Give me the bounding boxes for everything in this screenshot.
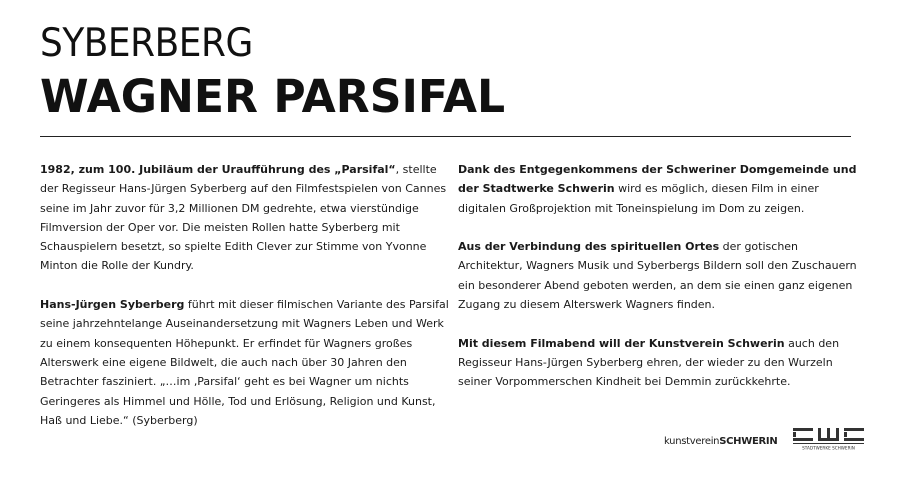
paragraph-text: , stellte der Regisseur Hans-Jürgen Syberberg auf den Filmfestspielen von Cannes seine im Jahr zuvor für 3,2 Millionen DM gedrehte, etwa vierstündige Filmversion der Oper vor. Die meisten Rollen hatte Syberberg mit Schauspielern besetzt, so spielte Edith Clever zur Stimme von Yvonne Minton die Rolle der Kundry. [40,163,447,273]
paragraph-dank [458,160,858,218]
paragraph-lead: Dank des Entgegenkommens der Schweriner Domgemeinde und der Stadtwerke Schwerin [458,163,857,196]
paragraph-lead: Hans-Jürgen Syberberg [40,298,185,312]
paragraph-jubilaeum [40,160,452,276]
paragraph-text: führt mit dieser filmischen Variante des Parsifal seine jahrzehntelange Auseinandersetzung mit Wagners Leben und Werk zu einem konsequenten Höhepunkt. Er erfindet für Wagners großes Alterswerk eine eigene Bildwelt, die auch nach über 30 Jahren den Betrachter fasziniert. „…im ‚Parsifal‘ geht es bei Wagner um nichts Geringeres als Himmel und Hölle, Tod und Erlösung, Religion und Kunst, Haß und Liebe.“ (Syberberg) [40,298,449,427]
paragraph-verbindung [458,237,858,314]
paragraph-lead: Aus der Verbindung des spirituellen Ortes [458,240,720,254]
divider-line [40,136,851,137]
heading-syberberg: SYBERBERG [40,21,253,66]
paragraph-filmabend [458,334,858,392]
paragraph-lead: Mit diesem Filmabend will der Kunstverein Schwerin [458,336,785,350]
logo-text-b: SCHWERIN [719,436,778,447]
paragraph-lead: 1982, zum 100. Jubiläum der Uraufführung des „Parsifal“ [40,163,396,176]
paragraph-text: wird es möglich, diesen Film in einer digitalen Großprojektion mit Toneinspielung im Dom zu zeigen. [458,182,819,215]
paragraph-syberberg [40,295,452,430]
paragraph-text: der gotischen Architektur, Wagners Musik und Syberbergs Bildern soll den Zuschauern ein besonderer Abend geboten werden, an dem sie einen ganz eigenen Zugang zu diesem Alterswerk Wagners finden. [458,240,857,312]
stadtwerke-schwerin-logo [793,428,864,450]
logo-text-a: kunstverein [664,436,720,447]
left-column [40,160,452,449]
paragraph-text: auch den Regisseur Hans-Jürgen Syberberg ehren, der wieder zu den Wurzeln seiner Vorpommerschen Kindheit bei Demmin zurückkehrte. [458,336,840,389]
kunstverein-schwerin-logo [664,436,777,447]
svg-text:STADTWERKE SCHWERIN: STADTWERKE SCHWERIN [802,445,855,450]
right-column [458,160,858,411]
heading-wagner-parsifal: WAGNER PARSIFAL [40,70,506,123]
